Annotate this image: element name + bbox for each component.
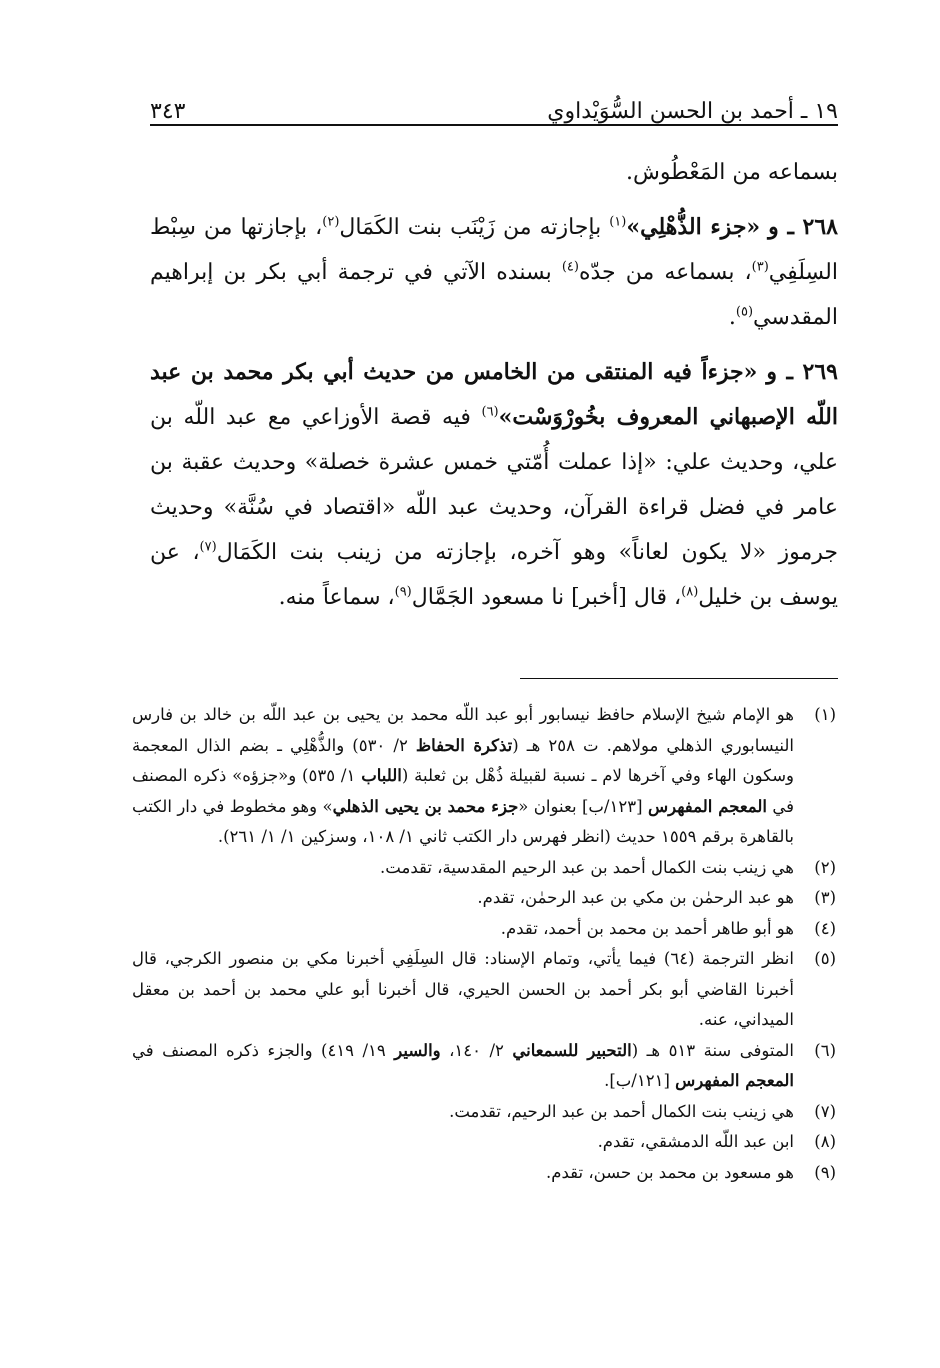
entry-title: «جزءاً فيه المنتقى من الخامس من حديث أبي بكر محمد بن عبد اللّه الإصبهاني المعروف بخُورْوَسْت» (150, 359, 838, 430)
footnote-number: (٧) (814, 1101, 836, 1121)
footnote-2 (132, 853, 836, 884)
entry-title: «جزء الذُّهْلِي» (626, 214, 761, 240)
footnote-text (132, 700, 794, 853)
footnote-number: (٤) (814, 918, 836, 938)
footnote-segment: ٢/ ٥٣٠) والذُّهْلِي ـ بضم الذال المعجمة وسكون الهاء وفي آخرها لام ـ نسبة لقبيلة ذُهْل بن ثعلبة ( (132, 735, 795, 785)
footnote-4 (132, 914, 836, 945)
footnote-number: (٩) (814, 1162, 836, 1182)
footnote-text: ابن عبد اللّه الدمشقي، تقدم. (597, 1132, 794, 1151)
footnote-text (132, 1036, 794, 1097)
paragraph-continuation: بسماعه من المَعْطُوش. (625, 160, 838, 185)
footnote-7 (132, 1097, 836, 1128)
entry-text: ، بإجازتها من سِبْط السِلَفِي (150, 215, 838, 285)
entry-text: ، سماعاً منه. (278, 585, 395, 610)
footnote-8 (132, 1127, 836, 1158)
footnote-ref: (٦) (481, 404, 499, 420)
footnote-ref: (٤) (561, 259, 579, 275)
footnote-1 (132, 700, 836, 853)
entry-text: ، قال [أخبر] نا مسعود الجَمَّال (411, 585, 682, 610)
entry-268 (150, 205, 838, 340)
footnote-ref: (٨) (681, 584, 699, 600)
header-rule (150, 124, 838, 126)
footnote-6 (132, 1036, 836, 1097)
footnote-text: هو عبد الرحمٰن بن مكي بن عبد الرحمٰن، تقدم. (477, 888, 794, 907)
entry-269 (150, 350, 838, 620)
page-header (150, 80, 838, 124)
entry-text: . (728, 305, 736, 330)
main-text (150, 150, 838, 630)
footnote-number: (١) (814, 705, 836, 724)
footnote-segment: [١٢٣/ب] بعنوان « (518, 796, 648, 816)
entry-text: بإجازته من زَيْنَب بنت الكَمَال (339, 215, 610, 240)
footnote-segment: هو الإمام شيخ الإسلام حافظ نيسابور أبو عبد اللّه محمد بن يحيى بن عبد اللّه بن خالد بن فارس النيسابوري الذهلي مولاهم. ت ٢٥٨ هـ ( (132, 705, 795, 755)
book-title: تذكرة الحفاظ (415, 735, 513, 755)
footnote-ref: (٥) (735, 304, 754, 320)
footnote-segment: ١٩/ ٤١٩) والجزء ذكره المصنف في (132, 1040, 395, 1060)
footnote-3 (132, 883, 836, 914)
footnote-number: (٣) (814, 888, 836, 907)
footnote-number: (٢) (814, 857, 836, 877)
page-number: ٣٤٣ (150, 99, 186, 124)
footnote-number: (٥) (814, 949, 836, 968)
footnote-9 (132, 1158, 836, 1189)
running-title: ١٩ ـ أحمد بن الحسن السُّوَيْداوي (547, 99, 838, 124)
book-title: جزء محمد بن يحيى الذهلي (332, 796, 519, 816)
footnote-ref: (١) (609, 214, 627, 230)
footnote-segment: ١/ ٥٣٥) و«جزؤه» ذكره المصنف في (132, 766, 795, 816)
footnote-text: هو أبو طاهر أحمد بن محمد بن أحمد، تقدم. (500, 918, 794, 938)
footnote-segment: ٢/ ١٤٠، (440, 1040, 513, 1060)
book-title: المعجم المفهرس (647, 796, 767, 816)
footnote-segment: المتوفى سنة ٥١٣ هـ ( (631, 1040, 794, 1060)
book-title: التحبير للسمعاني (512, 1040, 632, 1060)
footnote-number: (٨) (814, 1132, 836, 1151)
entry-text: بسنده الآتي في ترجمة أبي بكر بن إبراهيم المقدسي (150, 260, 838, 330)
book-title: اللباب (361, 766, 402, 785)
footnote-text: انظر الترجمة (٦٤) فيما يأتي، وتمام الإسناد: قال السِلَفِي أخبرنا مكي بن منصور الكرجي، قال أخبرنا القاضي أبو بكر أحمد بن الحسن الحيري، قال أخبرنا أبو علي محمد بن أحمد بن معقل الميداني، عنه. (132, 949, 794, 1029)
footnote-segment: » وهو مخطوط في دار الكتب بالقاهرة برقم ١٥٥٩ حديث (انظر فهرس دار الكتب ثاني ١/ ١٠٨، وسزكين ١/ ١/ ٢٦١). (132, 796, 794, 846)
footnote-ref: (٢) (322, 214, 340, 230)
footnote-ref: (٩) (394, 584, 412, 600)
footnote-text: هو مسعود بن محمد بن حسن، تقدم. (546, 1162, 794, 1182)
footnote-separator (520, 678, 838, 679)
entry-number: ٢٦٨ ـ و (768, 214, 838, 240)
footnote-text: هي زينب بنت الكمال أحمد بن عبد الرحيم، تقدمت. (449, 1101, 794, 1121)
entry-text: فيه قصة الأوزاعي مع عبد اللّه بن علي، وحديث علي: «إذا عملت أُمّتي خمس عشرة خصلة» وحديث عقبة بن عامر في فضل قراءة القرآن، وحديث عبد اللّه «اقتصاد في سُنَّة» وحديث جرموز «لا يكون لعاناً» وهو آخره، بإجازته من زينب بنت الكَمَال (150, 405, 838, 565)
footnotes (132, 700, 836, 1188)
footnote-ref: (٧) (199, 539, 217, 555)
entry-text: ، بسماعه من جدّه (578, 260, 752, 285)
book-title: المعجم المفهرس (675, 1071, 794, 1090)
footnote-number: (٦) (814, 1040, 836, 1060)
footnote-segment: [١٢١/ب]. (604, 1071, 676, 1090)
entry-number: ٢٦٩ ـ و (766, 359, 838, 385)
book-title: والسير (394, 1040, 441, 1060)
entry-text: ، عن يوسف بن خليل (150, 540, 838, 610)
footnote-5 (132, 944, 836, 1036)
footnote-text: هي زينب بنت الكمال أحمد بن عبد الرحيم المقدسية، تقدمت. (380, 857, 794, 877)
footnote-ref: (٣) (751, 259, 769, 275)
